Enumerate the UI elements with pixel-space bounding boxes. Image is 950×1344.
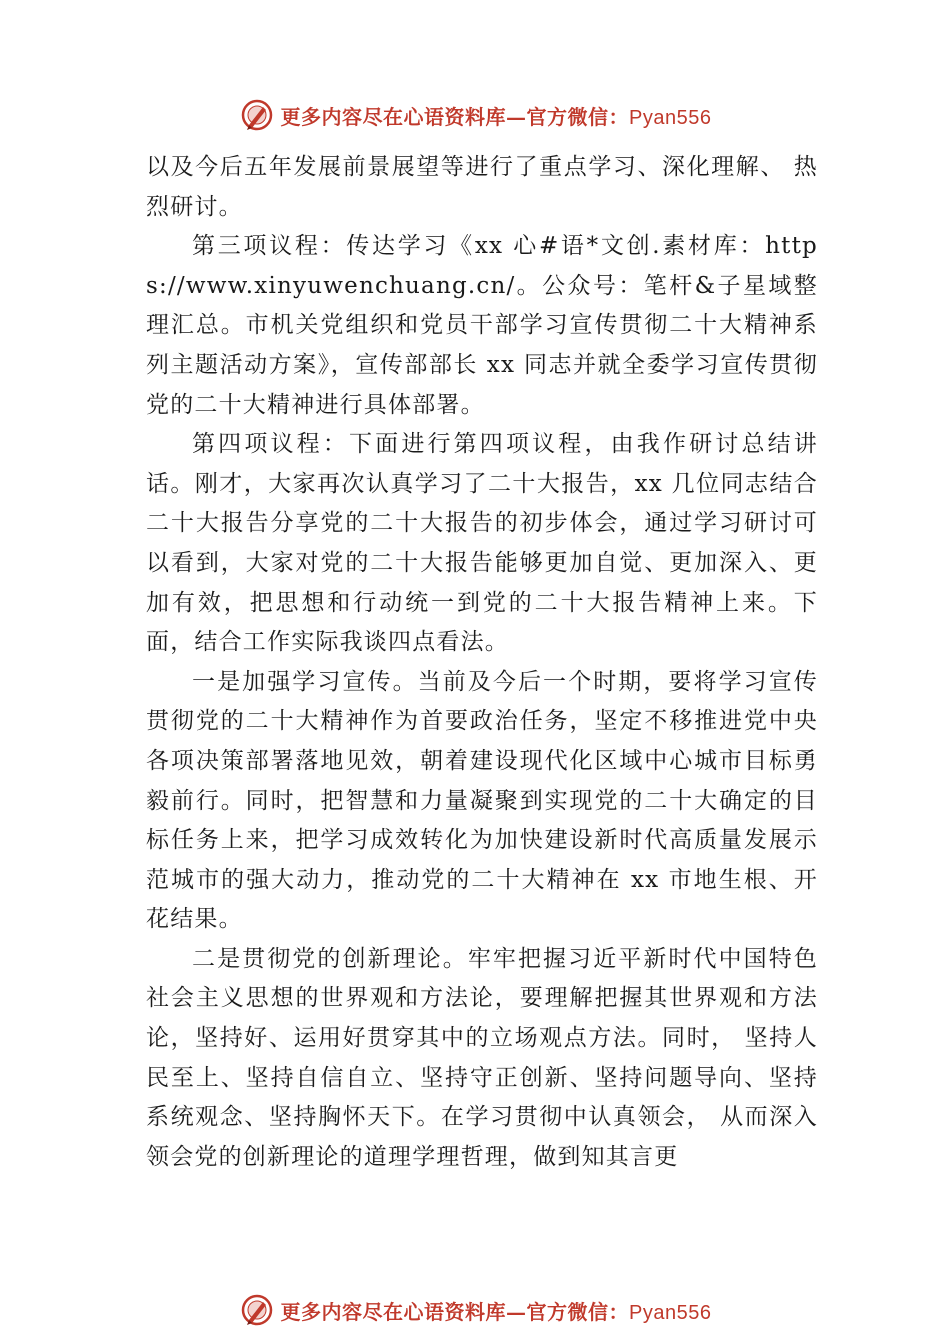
header-banner-inner	[239, 97, 712, 133]
paragraph-agenda-four: 第四项议程：下面进行第四项议程，由我作研讨总结讲话。刚才，大家再次认真学习了二十大报告，xx 几位同志结合二十大报告分享党的二十大报告的初步体会，通过学习研讨可以看到，大家对党的二十大报告能够更加自觉、更加深入、更加有效，把思想和行动统一到党的二十大报告精神上来。下面，结合工作实际我谈四点看法。	[146, 431, 818, 656]
footer-wechat-label: 官方微信：	[526, 1299, 630, 1324]
header-wechat-label: 官方微信：	[526, 104, 630, 129]
header-banner-text	[281, 101, 712, 130]
footer-banner-main: 更多内容尽在心语资料库	[280, 1299, 507, 1324]
seal-pen-logo-icon	[239, 97, 275, 133]
footer-banner-text	[281, 1296, 712, 1325]
header-banner-sep: —	[506, 104, 527, 129]
header-banner-main: 更多内容尽在心语资料库	[280, 104, 507, 129]
footer-wechat-id: Pyan556	[629, 1301, 712, 1324]
footer-banner-sep: —	[506, 1299, 527, 1324]
footer-banner-inner	[239, 1292, 712, 1328]
footer-banner	[0, 1290, 950, 1330]
paragraph-continuation: 以及今后五年发展前景展望等进行了重点学习、深化理解、 热烈研讨。	[146, 154, 818, 220]
seal-pen-logo-icon	[239, 1292, 275, 1328]
paragraph-agenda-three: 第三项议程：传达学习《xx 心#语*文创.素材库：https://www.xinyuwenchuang.cn/。公众号：笔杆&子星域整理汇总。市机关党组织和党员干部学习宣传贯彻二十大精神系列主题活动方案》，宣传部部长 xx 同志并就全委学习宣传贯彻党的二十大精神进行具体部署。	[146, 233, 818, 418]
header-banner	[0, 95, 950, 135]
paragraph-point-one: 一是加强学习宣传。当前及今后一个时期，要将学习宣传贯彻党的二十大精神作为首要政治任务，坚定不移推进党中央各项决策部署落地见效，朝着建设现代化区域中心城市目标勇毅前行。同时，把智慧和力量凝聚到实现党的二十大确定的目标任务上来，把学习成效转化为加快建设新时代高质量发展示范城市的强大动力，推动党的二十大精神在 xx 市地生根、开花结果。	[146, 668, 818, 933]
paragraph-point-two: 二是贯彻党的创新理论。牢牢把握习近平新时代中国特色社会主义思想的世界观和方法论，要理解把握其世界观和方法论，坚持好、运用好贯穿其中的立场观点方法。同时， 坚持人民至上、坚持自信自立、坚持守正创新、坚持问题导向、坚持系统观念、坚持胸怀天下。在学习贯彻中认真领会， 从而深入领会党的创新理论的道理学理哲理，做到知其言更	[146, 945, 818, 1170]
header-wechat-id: Pyan556	[629, 106, 712, 129]
document-body	[146, 148, 818, 1177]
